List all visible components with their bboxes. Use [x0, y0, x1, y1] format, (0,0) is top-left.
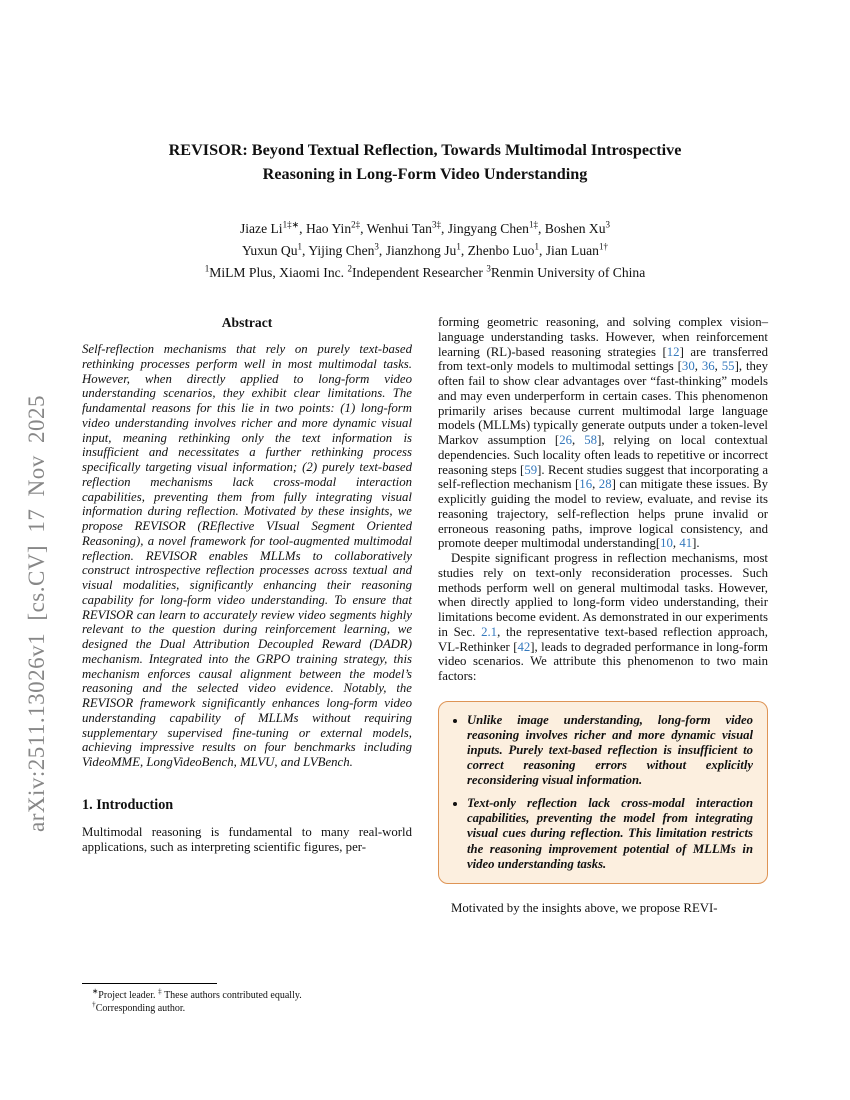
citation-link[interactable]: 41: [679, 536, 693, 551]
text-segment: ,: [572, 433, 585, 447]
author-line-2: [0, 240, 850, 262]
paper-title-line-2: Reasoning in Long-Form Video Understanding: [262, 165, 588, 183]
text-segment: 1: [534, 241, 539, 252]
text-segment: ,: [694, 359, 702, 374]
section-ref-link[interactable]: 2.1: [481, 624, 498, 639]
citation-link[interactable]: 42: [517, 639, 531, 654]
affiliation-line: [0, 262, 850, 284]
text-segment: 1‡∗: [282, 219, 300, 230]
text-segment: Yuxun Qu: [242, 243, 298, 258]
text-segment: Renmin University of China: [490, 265, 646, 280]
text-segment: 3: [374, 241, 379, 252]
text-segment: ,: [592, 477, 599, 492]
citation-link[interactable]: 12: [666, 344, 680, 359]
text-segment: Despite significant progress in reflection mechanisms, most studies rely on text-only reconsideration processes. Such methods perform well on general multimodal tasks. However, when directly applied to long-form video understanding, their limitations become evident. As demonstrated in our experiments in Sec.: [438, 551, 768, 639]
text-segment: , Wenhui Tan: [360, 221, 432, 236]
highlight-box-bullets: [447, 713, 753, 872]
text-segment: ] can mitigate these issues. By explicitly guiding the model to review, evaluate, and revise its reasoning trajectory, self-reflection helps prune invalid or erroneous reasoning paths, improve logical consistency, and promote deeper multimodal understanding[: [438, 477, 768, 551]
text-segment: ,: [714, 359, 722, 374]
text-segment: 2: [347, 263, 352, 274]
right-column: [438, 315, 768, 915]
citation-link[interactable]: 10: [660, 536, 673, 551]
text-segment: , Jian Luan: [538, 243, 599, 258]
body-paragraph-1: [438, 315, 768, 551]
text-segment: 3‡: [431, 219, 441, 230]
text-segment: , Jingyang Chen: [440, 221, 529, 236]
footnote-rule: [82, 983, 217, 984]
text-segment: ], leads to degraded performance in long-form video scenarios. We attribute this phenomenon to two main factors:: [438, 639, 768, 683]
paper-header: [0, 138, 850, 284]
highlight-box: [438, 701, 768, 884]
body-paragraph-3: Motivated by the insights above, we propose REVI-: [451, 900, 718, 915]
text-segment: These authors contributed equally.: [161, 990, 302, 1001]
text-segment: , Hao Yin: [299, 221, 352, 236]
text-segment: MiLM Plus, Xiaomi Inc.: [209, 265, 348, 280]
author-line-1: [0, 218, 850, 240]
text-segment: Independent Researcher: [351, 265, 487, 280]
text-segment: ‡: [158, 986, 162, 996]
text-segment: , Boshen Xu: [537, 221, 606, 236]
footnote-line-1: [82, 986, 412, 1002]
text-segment: , Yijing Chen: [302, 243, 375, 258]
footnote-block: [82, 983, 412, 1015]
abstract-heading: Abstract: [221, 315, 273, 330]
text-segment: †: [92, 999, 96, 1009]
citation-link[interactable]: 30: [681, 359, 695, 374]
text-segment: 1: [204, 263, 210, 274]
text-segment: 3: [486, 263, 491, 274]
citation-link[interactable]: 26: [559, 433, 572, 447]
citation-link[interactable]: 16: [579, 477, 593, 492]
section-heading-introduction: 1. Introduction: [82, 796, 174, 813]
abstract-text: Self-reflection mechanisms that rely on purely text-based rethinking processes perform well in most multimodal tasks. However, when directly applied to long-form video understanding scenarios, they exhibit clear limitations. The fundamental reasons for this lie in two points: (1) long-form video understanding involves richer and more dynamic visual input, meaning rethinking only the text information is insufficient and necessitates a further rethinking process specifically targeting visual information; (2) purely text-based reflection mechanisms lack cross-modal interaction capabilities, preventing them from fully integrating visual information during reflection. Motivated by these insights, we propose REVISOR (REflective VIsual Segment Oriented Reasoning), a novel framework for tool-augmented multimodal reflection. REVISOR enables MLLMs to collaboratively construct introspective reflection processes across textual and visual modalities, significantly enhancing their reasoning capability for long-form video understanding. To ensure that REVISOR can learn to accurately review video segments highly relevant to the question during reinforcement learning, we designed the Dual Attribution Decoupled Reward (DADR) mechanism. Integrated into the GRPO training strategy, this mechanism enforces causal alignment between the model’s reasoning and the selected video evidence. Notably, the REVISOR framework significantly enhances long-form video understanding capability of MLLMs without requiring supplementary supervised fine-tuning or external models, achieving impressive results on four benchmarks including VideoMME, LongVideoBench, MLVU, and LVBench.: [82, 342, 412, 769]
citation-link[interactable]: 28: [598, 477, 612, 492]
text-segment: 1: [297, 241, 303, 252]
text-segment: ] are transferred from text-only models to multimodal settings [: [438, 344, 768, 374]
citation-link[interactable]: 36: [701, 359, 715, 374]
intro-paragraph: Multimodal reasoning is fundamental to many real-world applications, such as interpreting scientific figures, per-: [82, 824, 412, 854]
text-segment: Corresponding author.: [95, 1003, 186, 1014]
text-segment: 1: [456, 241, 461, 252]
text-segment: ].: [692, 536, 700, 551]
text-segment: forming geometric reasoning, and solving complex vision–language understanding tasks. However, when reinforcement learning (RL)-based reasoning strategies [: [438, 315, 768, 359]
text-segment: Project leader.: [98, 990, 158, 1001]
footnote-line-2: [82, 999, 412, 1015]
text-segment: 2‡: [351, 219, 361, 230]
text-segment: ,: [672, 536, 680, 551]
text-segment: ], they often fail to show clear advantages over “fast-thinking” models and may even underperform in certain cases. This phenomenon primarily arises because current multimodal large language models (MLLMs) typically generate outputs under a token-level Markov assumption [: [438, 359, 768, 447]
text-segment: ∗: [92, 986, 99, 996]
citation-link[interactable]: 59: [524, 462, 538, 477]
callout-bullet: • Unlike image understanding, long-form video reasoning involves richer and more dynamic visual inputs. Purely text-based reflection is insufficient to correct reasoning errors without explicitly reconsidering visual information.: [467, 713, 753, 788]
arxiv-banner: arXiv:2511.13026v1 [cs.CV] 17 Nov 2025: [24, 395, 49, 832]
text-segment: , the representative text-based reflection approach, VL-Rethinker [: [438, 624, 768, 654]
body-paragraph-2: [438, 551, 768, 684]
left-column: [82, 315, 412, 854]
text-segment: , Jianzhong Ju: [378, 243, 457, 258]
paper-title-line-1: REVISOR: Beyond Textual Reflection, Towards Multimodal Introspective: [168, 141, 682, 159]
text-segment: Jiaze Li: [239, 221, 283, 236]
author-block: [0, 218, 850, 284]
text-segment: , Zhenbo Luo: [460, 243, 535, 258]
callout-bullet: • Text-only reflection lack cross-modal interaction capabilities, preventing the model from integrating visual cues during reflection. This limitation restricts the reasoning improvement potential of MLLMs in video understanding tasks.: [467, 796, 753, 871]
text-segment: ], relying on local contextual dependencies. Such locality often leads to repetitive or incorrect reasoning steps [: [438, 433, 768, 477]
citation-link[interactable]: 58: [584, 433, 598, 447]
text-segment: 1†: [598, 241, 608, 252]
text-segment: ]. Recent studies suggest that incorporating a self-reflection mechanism [: [438, 462, 768, 492]
text-segment: 3: [605, 219, 611, 230]
text-segment: 1‡: [528, 219, 538, 230]
citation-link[interactable]: 55: [721, 359, 735, 374]
